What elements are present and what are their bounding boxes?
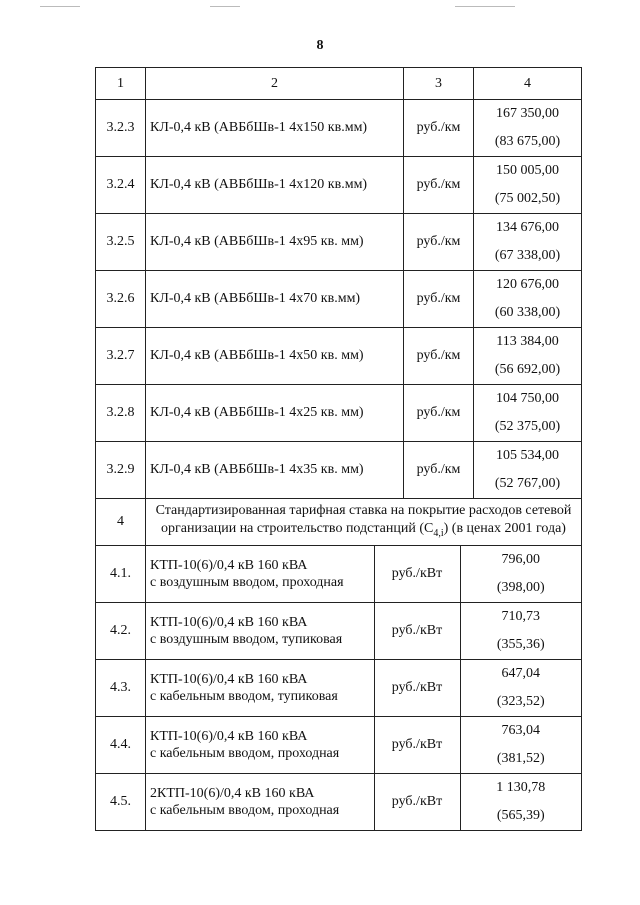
table-row <box>96 214 582 271</box>
value-2001: (67 338,00) <box>494 248 561 263</box>
row-name-line-2: с воздушным вводом, тупиковая <box>150 632 343 647</box>
row-unit: руб./кВт <box>374 717 460 773</box>
row-content <box>146 603 582 660</box>
table-row <box>96 774 582 831</box>
value-current: 150 005,00 <box>496 163 559 178</box>
header-cell: 4 <box>474 68 582 100</box>
row-unit: руб./кВт <box>374 546 460 602</box>
row-name-line-1: КТП-10(6)/0,4 кВ 160 кВА <box>150 672 308 687</box>
scan-artifact <box>40 6 80 7</box>
row-name-line-2: с кабельным вводом, проходная <box>150 746 340 761</box>
row-name: КЛ-0,4 кВ (АВБбШв-1 4х120 кв.мм) <box>146 157 404 214</box>
row-name-line-1: КТП-10(6)/0,4 кВ 160 кВА <box>150 615 308 630</box>
row-number: 3.2.3 <box>96 100 146 157</box>
row-number: 4.3. <box>96 660 146 717</box>
row-unit: руб./км <box>404 100 474 157</box>
row-content <box>146 717 582 774</box>
row-value <box>460 603 581 659</box>
row-inner <box>146 660 581 716</box>
row-unit: руб./км <box>404 442 474 499</box>
value-current: 710,73 <box>501 609 540 624</box>
row-value <box>474 442 582 499</box>
row-name: КЛ-0,4 кВ (АВБбШв-1 4х25 кв. мм) <box>146 385 404 442</box>
value-current: 134 676,00 <box>496 220 559 235</box>
table-row <box>96 603 582 660</box>
row-value <box>460 546 581 602</box>
row-name <box>146 546 374 602</box>
row-unit: руб./кВт <box>374 774 460 830</box>
header-cell: 2 <box>146 68 404 100</box>
table-row <box>96 717 582 774</box>
table-row <box>96 100 582 157</box>
value-2001: (52 767,00) <box>494 476 561 491</box>
section-row <box>96 499 582 546</box>
row-unit: руб./кВт <box>374 603 460 659</box>
row-value <box>474 385 582 442</box>
row-value <box>474 271 582 328</box>
value-current: 763,04 <box>501 723 540 738</box>
row-value <box>460 717 581 773</box>
row-name-line-2: с воздушным вводом, проходная <box>150 575 344 590</box>
row-name: КЛ-0,4 кВ (АВБбШв-1 4х35 кв. мм) <box>146 442 404 499</box>
row-name-line-1: 2КТП-10(6)/0,4 кВ 160 кВА <box>150 786 315 801</box>
row-name: КЛ-0,4 кВ (АВБбШв-1 4х95 кв. мм) <box>146 214 404 271</box>
row-name: КЛ-0,4 кВ (АВБбШв-1 4х50 кв. мм) <box>146 328 404 385</box>
row-number: 3.2.7 <box>96 328 146 385</box>
table-header-row <box>96 68 582 100</box>
value-2001: (52 375,00) <box>494 419 561 434</box>
header-cell: 3 <box>404 68 474 100</box>
table-row <box>96 546 582 603</box>
header-cell: 1 <box>96 68 146 100</box>
value-2001: (83 675,00) <box>494 134 561 149</box>
row-number: 4.2. <box>96 603 146 660</box>
row-name-line-2: с кабельным вводом, тупиковая <box>150 689 338 704</box>
section-title-end: ) (в ценах 2001 года) <box>443 520 566 536</box>
row-value <box>474 100 582 157</box>
table-row <box>96 660 582 717</box>
row-unit: руб./км <box>404 385 474 442</box>
value-current: 104 750,00 <box>496 391 559 406</box>
row-unit: руб./км <box>404 328 474 385</box>
row-name <box>146 717 374 773</box>
row-value <box>460 660 581 716</box>
row-name-line-2: с кабельным вводом, проходная <box>150 803 340 818</box>
row-value <box>460 774 581 830</box>
row-value <box>474 214 582 271</box>
row-name <box>146 660 374 716</box>
row-unit: руб./кВт <box>374 660 460 716</box>
value-2001: (398,00) <box>496 580 545 595</box>
row-content <box>146 660 582 717</box>
row-name <box>146 774 374 830</box>
row-inner <box>146 603 581 659</box>
section-title-text: Стандартизированная тарифная ставка на покрытие расходов сетевой организации на строительство подстанций (С <box>155 502 572 536</box>
value-current: 167 350,00 <box>496 106 559 121</box>
value-current: 105 534,00 <box>496 448 559 463</box>
section-number: 4 <box>96 499 146 546</box>
row-content <box>146 546 582 603</box>
table-row <box>96 157 582 214</box>
value-2001: (75 002,50) <box>494 191 561 206</box>
table-row <box>96 442 582 499</box>
row-number: 3.2.8 <box>96 385 146 442</box>
row-number: 4.1. <box>96 546 146 603</box>
scan-artifact <box>210 6 240 7</box>
value-current: 113 384,00 <box>496 334 559 349</box>
row-unit: руб./км <box>404 271 474 328</box>
value-current: 647,04 <box>501 666 540 681</box>
value-2001: (60 338,00) <box>494 305 561 320</box>
page-number: 8 <box>316 38 324 53</box>
row-inner <box>146 546 581 602</box>
tariff-table <box>95 67 582 831</box>
row-number: 3.2.4 <box>96 157 146 214</box>
scan-artifact <box>455 6 515 7</box>
row-number: 3.2.9 <box>96 442 146 499</box>
value-2001: (323,52) <box>496 694 545 709</box>
row-name: КЛ-0,4 кВ (АВБбШв-1 4х150 кв.мм) <box>146 100 404 157</box>
section-title-subscript: 4,i <box>433 527 444 539</box>
row-name: КЛ-0,4 кВ (АВБбШв-1 4х70 кв.мм) <box>146 271 404 328</box>
table-row <box>96 385 582 442</box>
value-current: 120 676,00 <box>496 277 559 292</box>
row-unit: руб./км <box>404 214 474 271</box>
value-current: 796,00 <box>501 552 540 567</box>
row-value <box>474 157 582 214</box>
value-2001: (381,52) <box>496 751 545 766</box>
row-number: 4.4. <box>96 717 146 774</box>
value-2001: (565,39) <box>496 808 545 823</box>
row-number: 3.2.6 <box>96 271 146 328</box>
row-name-line-1: КТП-10(6)/0,4 кВ 160 кВА <box>150 558 308 573</box>
row-number: 3.2.5 <box>96 214 146 271</box>
value-2001: (355,36) <box>496 637 545 652</box>
row-name-line-1: КТП-10(6)/0,4 кВ 160 кВА <box>150 729 308 744</box>
row-content <box>146 774 582 831</box>
table-row <box>96 328 582 385</box>
section-title <box>146 499 582 546</box>
value-2001: (56 692,00) <box>494 362 561 377</box>
value-current: 1 130,78 <box>496 780 546 795</box>
table-row <box>96 271 582 328</box>
row-number: 4.5. <box>96 774 146 831</box>
row-name <box>146 603 374 659</box>
row-value <box>474 328 582 385</box>
row-unit: руб./км <box>404 157 474 214</box>
row-inner <box>146 717 581 773</box>
row-inner <box>146 774 581 830</box>
